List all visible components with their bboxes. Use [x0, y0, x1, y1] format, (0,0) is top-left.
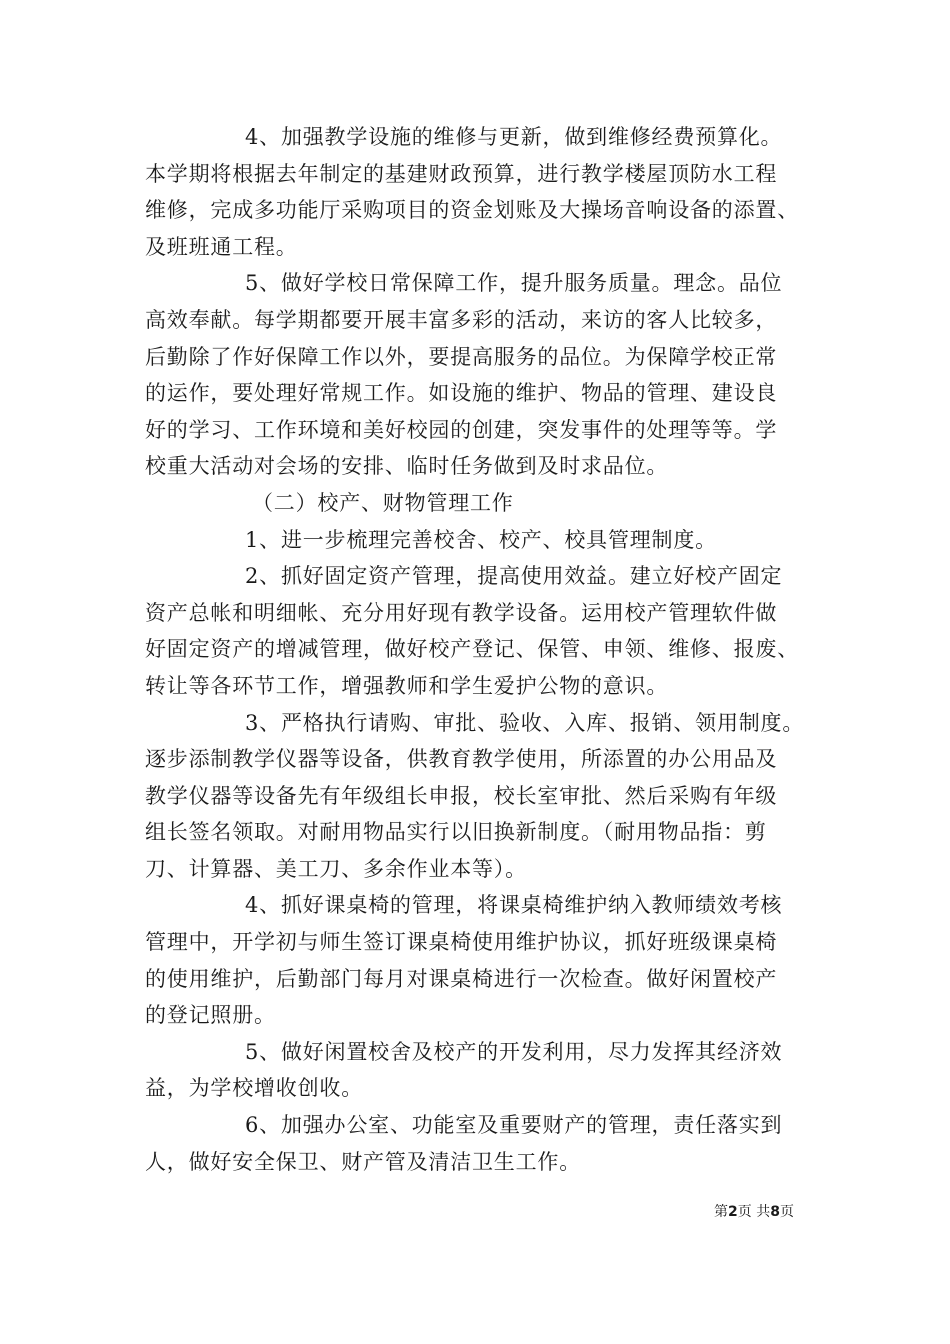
text-line: 人，做好安全保卫、财产管及清洁卫生工作。 [145, 1149, 581, 1174]
section-heading [145, 485, 825, 522]
paragraph-desks-chairs [145, 887, 825, 1033]
text-line: 刀、计算器、美工刀、多余作业本等）。 [145, 856, 527, 881]
text-line: 好的学习、工作环境和美好校园的创建，突发事件的处理等等。学 [145, 417, 778, 442]
text-line: 3、严格执行请购、审批、验收、入库、报销、领用制度。 [245, 710, 805, 735]
text-line: 1、进一步梳理完善校舍、校产、校具管理制度。 [245, 527, 717, 552]
text-line: 本学期将根据去年制定的基建财政预算，进行教学楼屋顶防水工程 [145, 161, 778, 186]
text-line: 的登记照册。 [145, 1003, 276, 1028]
text-line: 管理中，开学初与师生签订课桌椅使用维护协议，抓好班级课桌椅 [145, 930, 778, 955]
paragraph-facility-maintenance [145, 119, 825, 265]
text-line: 资产总帐和明细帐、充分用好现有教学设备。运用校产管理软件做 [145, 600, 778, 625]
text-line: 2、抓好固定资产管理，提高使用效益。建立好校产固定 [245, 564, 783, 589]
paragraph-daily-support [145, 265, 825, 485]
text-line: 转让等各环节工作，增强教师和学生爱护公物的意识。 [145, 673, 669, 698]
text-line: 的运作，要处理好常规工作。如设施的维护、物品的管理、建设良 [145, 381, 778, 406]
total-page-number: 8 [770, 1204, 780, 1220]
footer-prefix: 第 [714, 1204, 728, 1220]
text-line: 高效奉献。每学期都要开展丰富多彩的活动，来访的客人比较多， [145, 307, 778, 332]
text-line: 后勤除了作好保障工作以外，要提高服务的品位。为保障学校正常 [145, 344, 778, 369]
text-line: 6、加强办公室、功能室及重要财产的管理，责任落实到 [245, 1113, 783, 1138]
paragraph-fixed-assets [145, 558, 825, 704]
text-line: 组长签名领取。对耐用物品实行以旧换新制度。（耐用物品指：剪 [145, 820, 767, 845]
footer-suffix: 页 [779, 1204, 794, 1220]
text-line: 好固定资产的增减管理，做好校产登记、保管、申领、维修、报废、 [145, 637, 799, 662]
page-number-footer [714, 1203, 794, 1221]
text-line: 及班班通工程。 [145, 234, 298, 259]
text-line: 4、抓好课桌椅的管理，将课桌椅维护纳入教师绩效考核 [245, 893, 783, 918]
footer-middle: 页 共 [737, 1204, 771, 1220]
text-line: 逐步添制教学仪器等设备，供教育教学使用，所添置的办公用品及 [145, 747, 778, 772]
text-line: 5、做好学校日常保障工作，提升服务质量。理念。品位 [245, 271, 783, 296]
paragraph-idle-property [145, 1034, 825, 1107]
paragraph-management-system [145, 522, 825, 559]
text-line: 校重大活动对会场的安排、临时任务做到及时求品位。 [145, 454, 669, 479]
text-line: 的使用维护，后勤部门每月对课桌椅进行一次检查。做好闲置校产 [145, 966, 778, 991]
text-line: 4、加强教学设施的维修与更新，做到维修经费预算化。 [245, 125, 783, 149]
paragraph-procurement [145, 705, 825, 888]
paragraph-office-security [145, 1107, 825, 1180]
text-line: 5、做好闲置校舍及校产的开发利用，尽力发挥其经济效 [245, 1039, 783, 1064]
text-line: 维修，完成多功能厅采购项目的资金划账及大操场音响设备的添置、 [145, 198, 799, 223]
text-line: 教学仪器等设备先有年级组长申报，校长室审批、然后采购有年级 [145, 783, 778, 808]
current-page-number: 2 [728, 1204, 738, 1220]
heading-line: （二）校产、财物管理工作 [252, 490, 514, 515]
text-line: 益，为学校增收创收。 [145, 1076, 363, 1101]
document-body [145, 119, 825, 1180]
